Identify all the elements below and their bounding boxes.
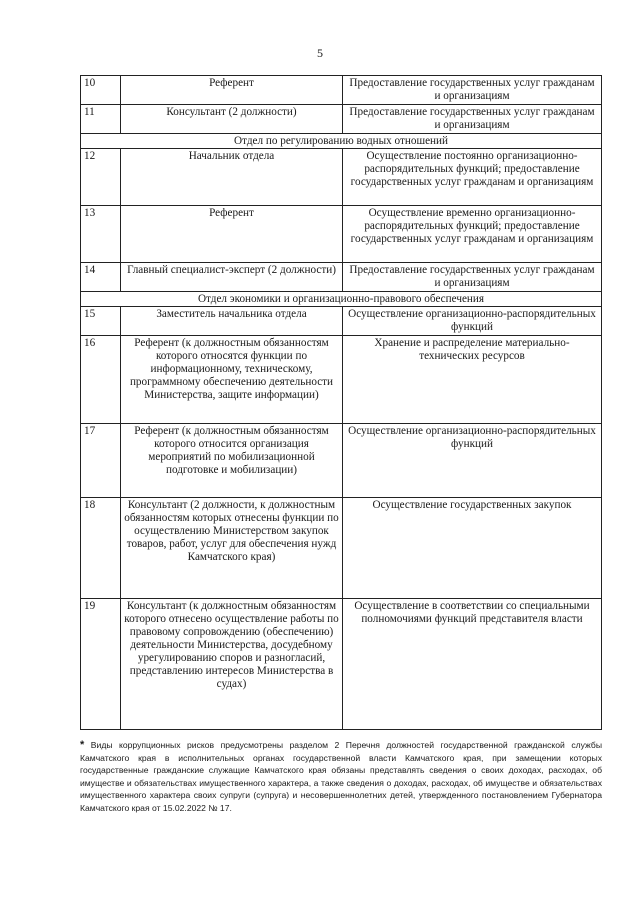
position-cell: Референт (к должностным обязанностям которого относятся функции по информационному, техническому, программному обеспечению деятельности Министерства, защите информации) (121, 336, 343, 424)
position-cell: Консультант (к должностным обязанностям которого отнесено осуществление работы по правовому сопровождению (обеспечению) деятельности Министерства, досудебному урегулированию споров и разногласий, представлению интересов Министерства в судах) (121, 599, 343, 730)
positions-table-body (81, 76, 602, 730)
section-title: Отдел по регулированию водных отношений (81, 134, 602, 149)
table-row (81, 263, 602, 292)
table-row (81, 498, 602, 599)
function-cell: Предоставление государственных услуг гражданам и организациям (343, 76, 602, 105)
function-cell: Предоставление государственных услуг гражданам и организациям (343, 263, 602, 292)
function-cell: Осуществление государственных закупок (343, 498, 602, 599)
row-number: 15 (81, 307, 121, 336)
table-row (81, 424, 602, 498)
row-number: 10 (81, 76, 121, 105)
function-cell: Осуществление в соответствии со специальными полномочиями функций представителя власти (343, 599, 602, 730)
position-cell: Консультант (2 должности) (121, 105, 343, 134)
footnote-text: Виды коррупционных рисков предусмотрены разделом 2 Перечня должностей государственной гражданской службы Камчатского края в исполнительных органах государственной власти Камчатского края, при замещении которых государственные гражданские служащие Камчатского края обязаны представлять сведения о своих доходах, расходах, об имуществе и обязательствах имущественного характера, а также сведения о доходах, расходах, об имуществе и обязательствах имущественного характера своих супруги (супруга) и несовершеннолетних детей, утвержденного постановлением Губернатора Камчатского края от 15.02.2022 № 17. (80, 740, 603, 813)
row-number: 13 (81, 206, 121, 263)
function-cell: Осуществление постоянно организационно-распорядительных функций; предоставление государственных услуг гражданам и организациям (343, 149, 602, 206)
row-number: 12 (81, 149, 121, 206)
table-row (81, 76, 602, 105)
table-row (81, 206, 602, 263)
position-cell: Главный специалист-эксперт (2 должности) (121, 263, 343, 292)
row-number: 18 (81, 498, 121, 599)
table-row (81, 105, 602, 134)
row-number: 17 (81, 424, 121, 498)
table-row (81, 336, 602, 424)
section-title: Отдел экономики и организационно-правового обеспечения (81, 292, 602, 307)
function-cell: Предоставление государственных услуг гражданам и организациям (343, 105, 602, 134)
footnote (80, 739, 602, 815)
positions-table (80, 75, 602, 730)
position-cell: Референт (121, 76, 343, 105)
function-cell: Осуществление временно организационно-распорядительных функций; предоставление государственных услуг гражданам и организациям (343, 206, 602, 263)
table-row (81, 307, 602, 336)
position-cell: Референт (121, 206, 343, 263)
row-number: 19 (81, 599, 121, 730)
footnote-marker: * (80, 739, 85, 751)
position-cell: Начальник отдела (121, 149, 343, 206)
row-number: 11 (81, 105, 121, 134)
function-cell: Осуществление организационно-распорядительных функций (343, 307, 602, 336)
position-cell: Референт (к должностным обязанностям которого относится организация мероприятий по мобилизационной подготовке и мобилизации) (121, 424, 343, 498)
position-cell: Заместитель начальника отдела (121, 307, 343, 336)
table-row (81, 149, 602, 206)
function-cell: Осуществление организационно-распорядительных функций (343, 424, 602, 498)
section-header-row (81, 292, 602, 307)
section-header-row (81, 134, 602, 149)
position-cell: Консультант (2 должности, к должностным обязанностям которых отнесены функции по осуществлению Министерством закупок товаров, работ, услуг для обеспечения нужд Камчатского края) (121, 498, 343, 599)
page-number: 5 (317, 46, 323, 60)
function-cell: Хранение и распределение материально-технических ресурсов (343, 336, 602, 424)
row-number: 16 (81, 336, 121, 424)
row-number: 14 (81, 263, 121, 292)
table-row (81, 599, 602, 730)
